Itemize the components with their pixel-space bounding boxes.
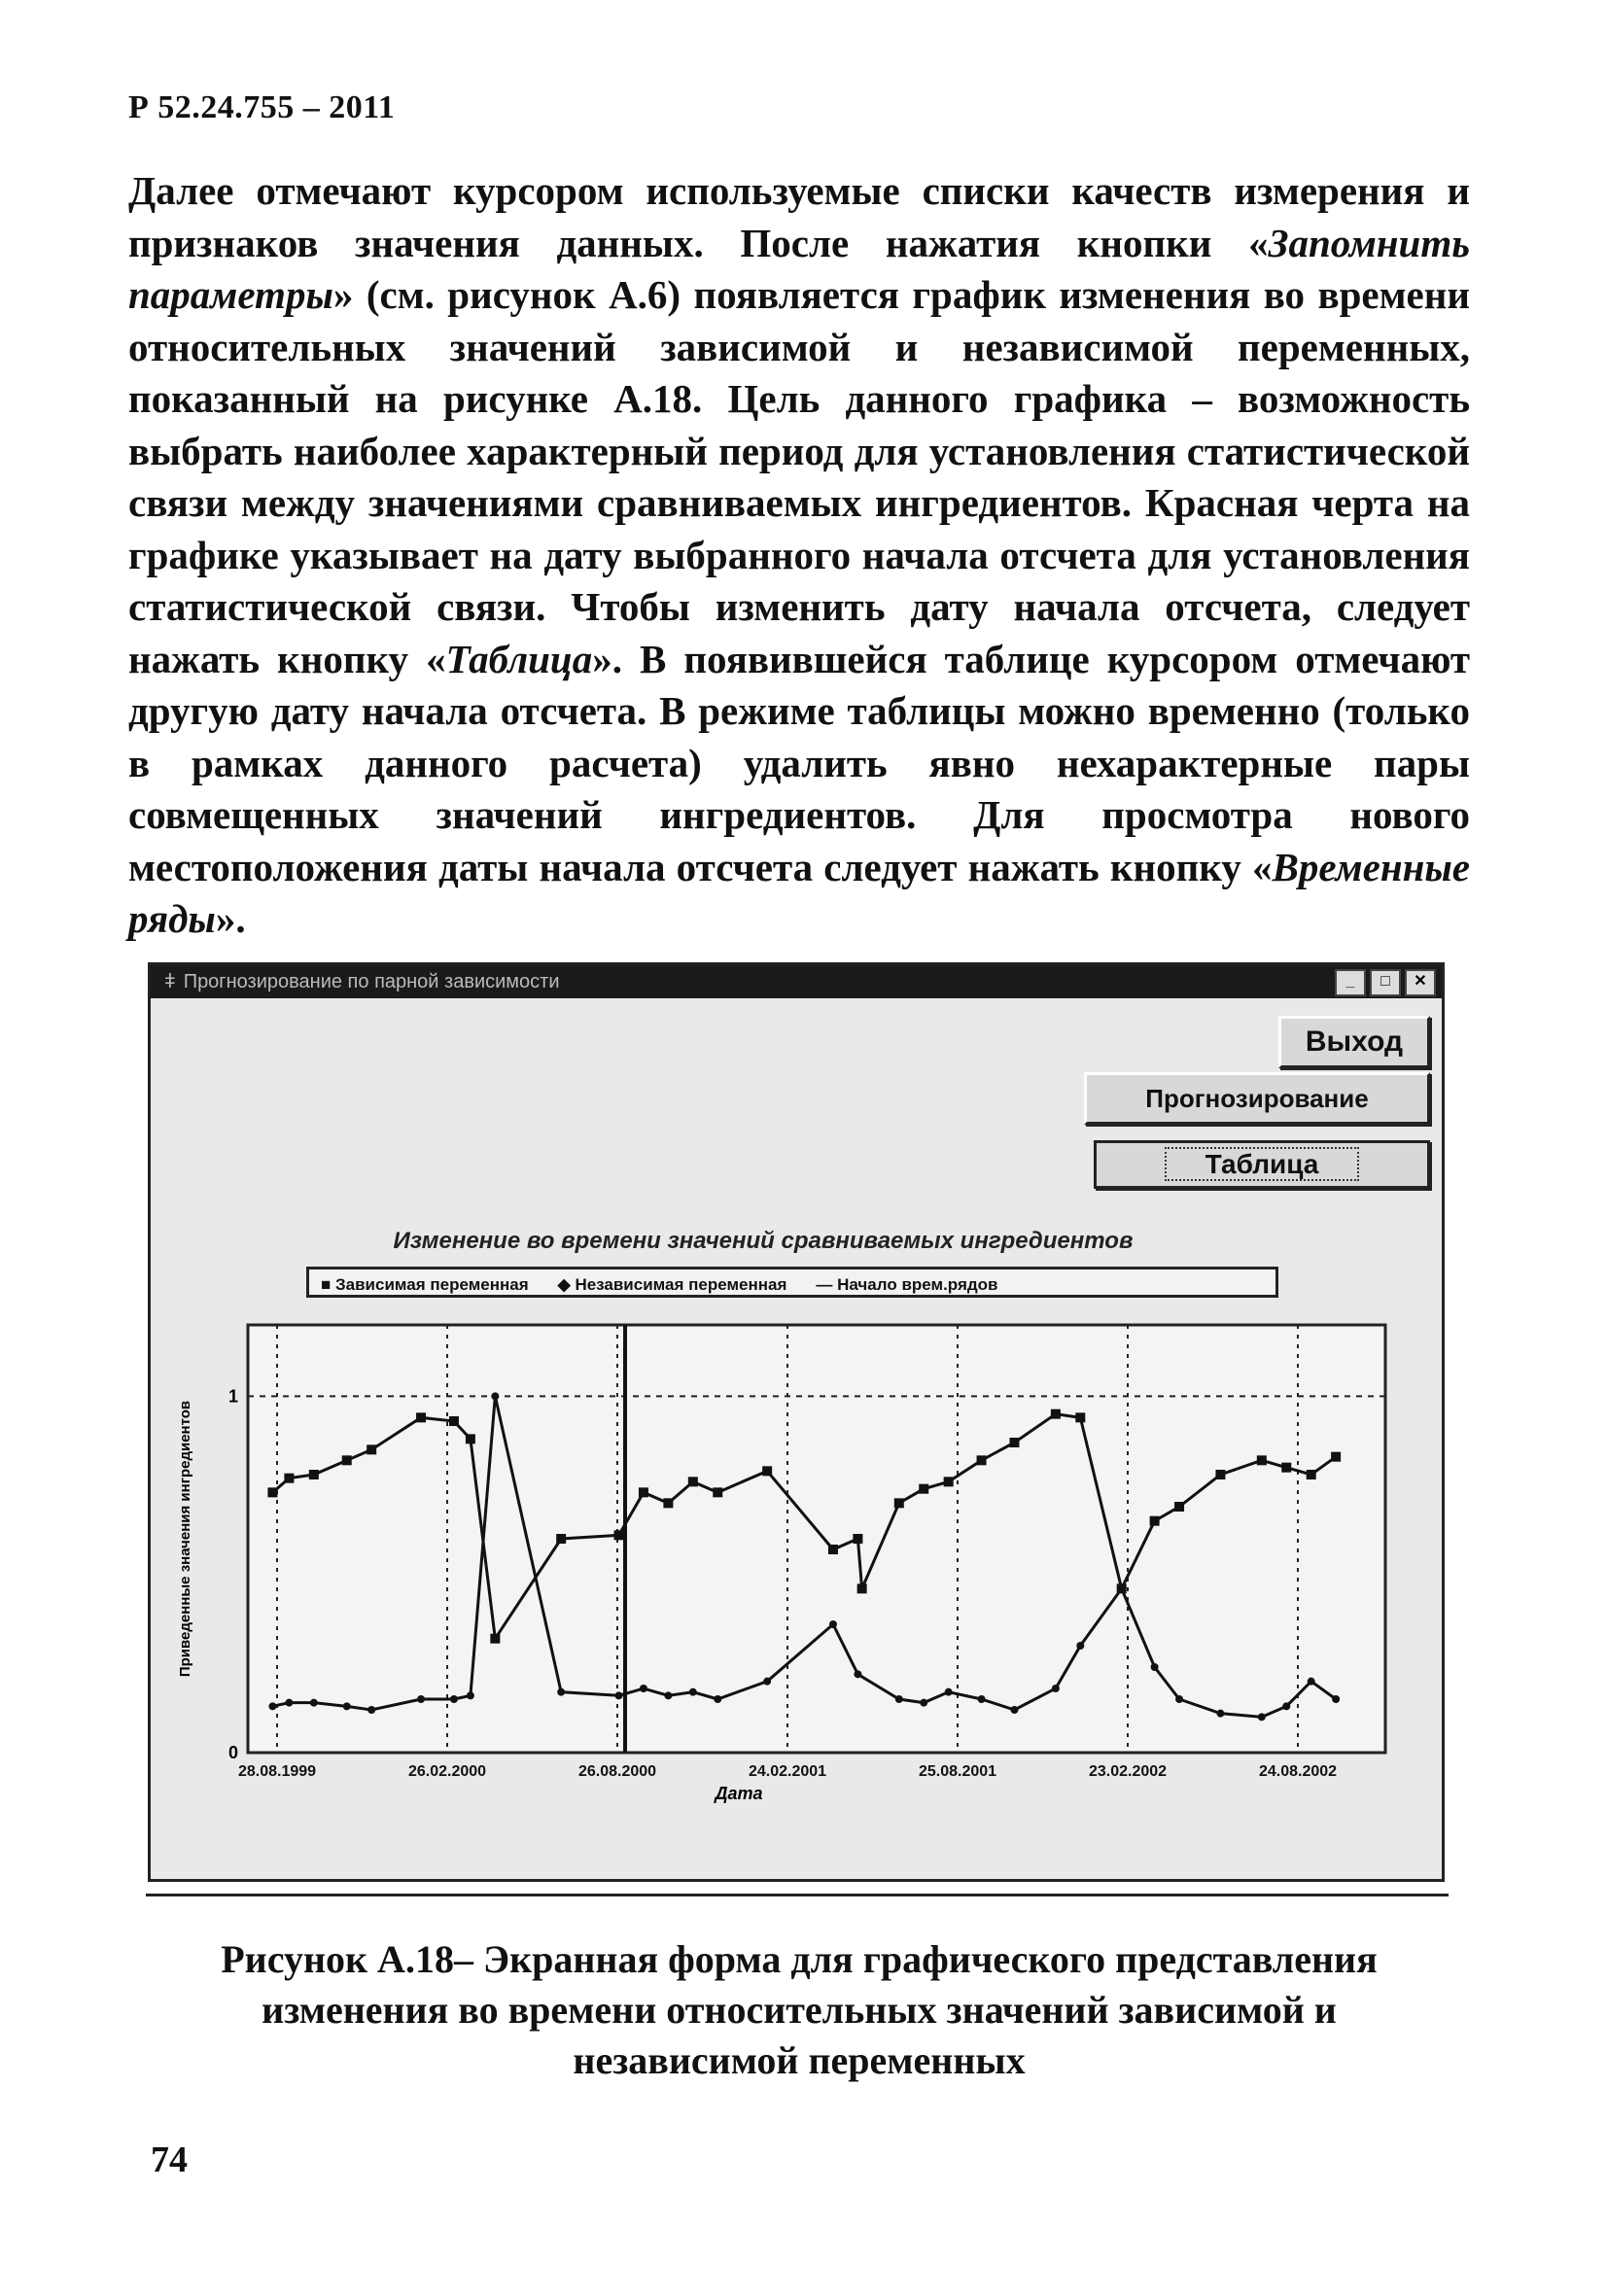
data-point-independent — [1175, 1695, 1183, 1703]
data-point-independent — [854, 1670, 861, 1678]
data-point-dependent — [342, 1455, 352, 1465]
x-tick-label: 23.02.2002 — [1088, 1763, 1168, 1780]
data-point-dependent — [1331, 1452, 1341, 1462]
data-point-independent — [895, 1695, 903, 1703]
data-point-dependent — [894, 1498, 904, 1508]
data-point-independent — [491, 1392, 499, 1400]
table-button-label: Таблица — [1165, 1147, 1360, 1181]
data-point-dependent — [977, 1455, 987, 1465]
data-point-independent — [978, 1695, 986, 1703]
data-point-dependent — [614, 1530, 624, 1540]
data-point-independent — [1258, 1713, 1266, 1721]
data-point-independent — [285, 1699, 293, 1707]
data-point-independent — [1052, 1685, 1060, 1692]
emphasis-button-name: Временные ряды — [128, 844, 1470, 941]
x-tick-label: 25.08.2001 — [918, 1763, 997, 1780]
y-tick-label: 0 — [227, 1743, 238, 1762]
x-tick-label: 26.02.2000 — [407, 1763, 487, 1780]
x-tick-label: 26.08.2000 — [577, 1763, 657, 1780]
chart-legend — [306, 1267, 1278, 1298]
x-tick-label: 28.08.1999 — [237, 1763, 317, 1780]
data-point-independent — [615, 1691, 623, 1699]
data-point-dependent — [1051, 1409, 1061, 1419]
data-point-independent — [1216, 1710, 1224, 1718]
data-point-dependent — [1281, 1463, 1291, 1473]
data-point-independent — [1151, 1663, 1159, 1671]
data-point-independent — [829, 1620, 837, 1628]
text-run: » (см. рисунок А.6) появляется график изменения во времени относительных значений зависимой и независимой переменных, показанный на рисунке А.18. Цель данного графика – возможность выбрать наиболее характерный период для установления статистической связи между значениями сравниваемых ингредиентов. Красная черта на графике указывает на дату выбранного начала отсчета для установления статистической связи. Чтобы изменить дату начала отсчета, следует нажать кнопку « — [128, 272, 1470, 681]
plot-area — [248, 1325, 1385, 1753]
data-point-independent — [1308, 1678, 1315, 1686]
data-point-dependent — [309, 1470, 319, 1479]
data-point-independent — [557, 1688, 565, 1696]
data-point-dependent — [762, 1466, 772, 1476]
data-point-independent — [1332, 1695, 1340, 1703]
minimize-button[interactable]: _ — [1335, 969, 1366, 996]
caption-line: изменения во времени относительных значений зависимой и — [262, 1988, 1337, 2032]
body-paragraph — [128, 165, 1470, 946]
data-point-dependent — [1307, 1470, 1316, 1479]
chart-title: Изменение во времени значений сравниваемых ингредиентов — [393, 1228, 1134, 1254]
data-point-dependent — [556, 1534, 566, 1544]
y-tick-label: 1 — [227, 1386, 238, 1407]
faded-background-area — [170, 1014, 1123, 1189]
separator-rule — [146, 1894, 1449, 1896]
data-point-independent — [689, 1688, 697, 1696]
data-point-dependent — [1075, 1412, 1085, 1422]
data-point-independent — [343, 1702, 351, 1710]
text-run: ». — [215, 896, 246, 941]
data-point-dependent — [1257, 1455, 1267, 1465]
window-titlebar — [151, 965, 1442, 998]
maximize-button[interactable]: □ — [1370, 969, 1401, 996]
data-point-independent — [763, 1678, 771, 1686]
data-point-independent — [1118, 1584, 1126, 1592]
text-run: Далее отмечают курсором используемые списки качеств измерения и признаков значения данных. После нажатия кнопки « — [128, 168, 1470, 265]
data-point-independent — [417, 1695, 425, 1703]
data-point-dependent — [944, 1477, 954, 1486]
data-point-dependent — [713, 1487, 722, 1497]
emphasis-button-name: Таблица — [445, 636, 593, 681]
data-point-independent — [467, 1691, 474, 1699]
data-point-independent — [1010, 1706, 1018, 1714]
legend-item-independent: ◆ Независимая переменная — [557, 1275, 787, 1294]
data-point-independent — [450, 1695, 458, 1703]
legend-label: Начало врем.рядов — [837, 1275, 998, 1294]
data-point-independent — [714, 1695, 721, 1703]
legend-label: Зависимая переменная — [335, 1275, 529, 1294]
data-point-dependent — [688, 1477, 698, 1486]
data-point-dependent — [857, 1583, 867, 1593]
data-point-dependent — [284, 1474, 294, 1483]
exit-button[interactable]: Выход — [1278, 1016, 1430, 1068]
data-point-dependent — [919, 1484, 928, 1494]
data-point-dependent — [639, 1487, 648, 1497]
y-axis-label: Приведенные значения ингредиентов — [177, 1400, 193, 1678]
data-point-dependent — [1174, 1502, 1184, 1512]
data-point-dependent — [663, 1498, 673, 1508]
data-point-dependent — [416, 1412, 426, 1422]
data-point-independent — [945, 1688, 953, 1696]
data-point-dependent — [449, 1416, 459, 1426]
x-axis-label: Дата — [715, 1784, 763, 1803]
x-tick-label: 24.02.2001 — [748, 1763, 827, 1780]
data-point-dependent — [1215, 1470, 1225, 1479]
data-point-independent — [920, 1699, 927, 1707]
data-point-dependent — [828, 1545, 838, 1554]
caption-line: независимой переменных — [573, 2038, 1026, 2082]
data-point-dependent — [1009, 1438, 1019, 1447]
forecast-button[interactable]: Прогнозирование — [1084, 1072, 1430, 1125]
document-code: Р 52.24.755 – 2011 — [128, 89, 396, 125]
data-point-dependent — [853, 1534, 862, 1544]
data-point-independent — [268, 1702, 276, 1710]
text-run: ». В появившейся таблице курсором отмечают другую дату начала отсчета. В режиме таблицы можно временно (только в рамках данного расчета) удалить явно нехарактерные пары совмещенных значений ингредиентов. Для просмотра нового местоположения даты начала отсчета следует нажать кнопку « — [128, 636, 1470, 889]
data-point-independent — [1282, 1702, 1290, 1710]
figure-caption — [128, 1934, 1470, 2086]
app-icon: ǂ — [164, 971, 176, 992]
caption-line: Рисунок А.18– Экранная форма для графического представления — [221, 1937, 1378, 1981]
data-point-dependent — [1150, 1516, 1160, 1526]
x-tick-label: 24.08.2002 — [1258, 1763, 1338, 1780]
legend-item-dependent: ■ Зависимая переменная — [321, 1275, 529, 1294]
data-point-independent — [367, 1706, 375, 1714]
emphasis-button-name: Запомнить параметры — [128, 220, 1470, 317]
data-point-independent — [640, 1685, 647, 1692]
data-point-independent — [664, 1691, 672, 1699]
close-button[interactable]: ✕ — [1405, 969, 1436, 996]
line-chart — [151, 1305, 1442, 1869]
data-point-dependent — [466, 1434, 475, 1444]
data-point-independent — [1076, 1642, 1084, 1650]
data-point-independent — [310, 1699, 318, 1707]
table-button[interactable] — [1094, 1140, 1430, 1189]
legend-item-start: — Начало врем.рядов — [816, 1275, 998, 1294]
data-point-dependent — [490, 1634, 500, 1644]
page-number: 74 — [151, 2139, 188, 2180]
window-title: Прогнозирование по парной зависимости — [183, 971, 560, 992]
legend-label: Независимая переменная — [575, 1275, 787, 1294]
data-point-dependent — [367, 1444, 376, 1454]
app-window-screenshot — [148, 962, 1445, 1882]
data-point-dependent — [267, 1487, 277, 1497]
